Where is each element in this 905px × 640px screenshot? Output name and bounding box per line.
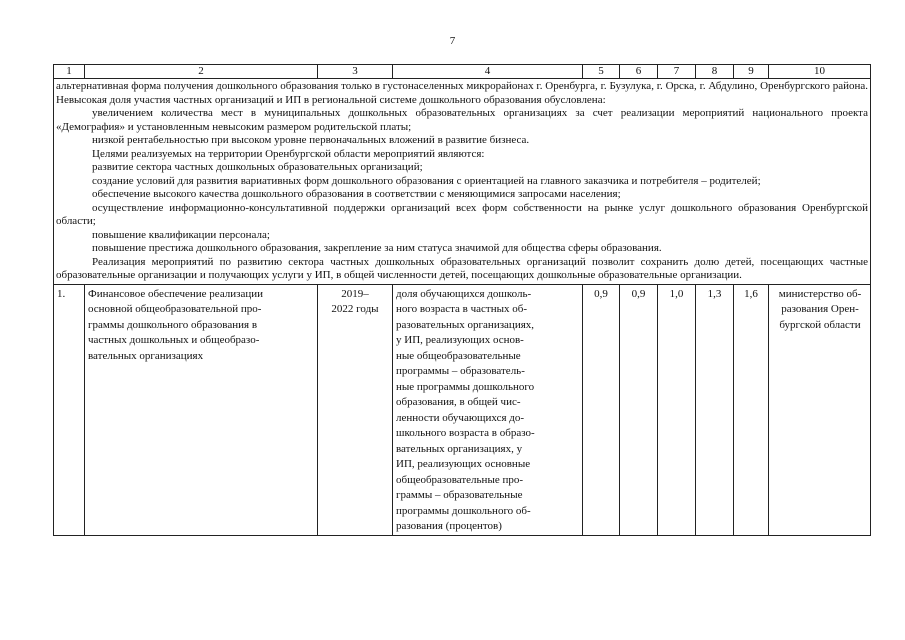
intro-paragraph: обеспечение высокого качества дошкольного образования в соответствии с меняющимися запросами населения; [92, 188, 621, 200]
table-row [54, 284, 871, 535]
col-number-8: 8 [696, 65, 734, 79]
intro-paragraph: создание условий для развития вариативных форм дошкольного образования с ориентацией на главного заказчика и потребителя – родителей; [92, 174, 761, 187]
col-number-10: 10 [769, 65, 871, 79]
col-number-2: 2 [85, 65, 318, 79]
value-col-6: 0,9 [620, 284, 658, 535]
value-col-7: 1,0 [658, 284, 696, 535]
program-table [53, 64, 871, 536]
intro-paragraph: осуществление информационно-консультативной поддержки организаций всех форм собственности на рынке услуг дошкольного образования Оренбургской области; [56, 201, 868, 227]
intro-paragraph: низкой рентабельностью при высоком уровне первоначальных вложений в развитие бизнеса. [92, 134, 530, 146]
col-number-3: 3 [318, 65, 393, 79]
intro-text [54, 79, 871, 285]
intro-paragraph: Реализация мероприятий по развитию сектора частных дошкольных образовательных организаций позволит сохранить долю детей, посещающих частные образовательные организации и получающих услуги у ИП, в общей численности детей, посещающих дошкольные образовательные организации. [56, 255, 868, 281]
value-col-8: 1,3 [696, 284, 734, 535]
col-number-4: 4 [393, 65, 583, 79]
row-number: 1. [54, 284, 85, 535]
responsible-body: министерство об- разования Орен- бургской области [769, 284, 871, 535]
value-col-9: 1,6 [734, 284, 769, 535]
page-number: 7 [449, 35, 456, 47]
intro-paragraph: Целями реализуемых на территории Оренбургской области мероприятий являются: [92, 147, 485, 160]
intro-paragraph: альтернативная форма получения дошкольного образования только в густонаселенных микрорайонах г. Оренбурга, г. Бузулука, г. Орска, г. Абдулино, Оренбургского района. Невысокая доля участия частных организаций и ИП в региональной системе дошкольного образования обусловлена: [56, 80, 868, 106]
col-number-1: 1 [54, 65, 85, 79]
intro-row [54, 79, 871, 285]
value-col-5: 0,9 [583, 284, 620, 535]
col-number-7: 7 [658, 65, 696, 79]
col-number-9: 9 [734, 65, 769, 79]
col-number-6: 6 [620, 65, 658, 79]
indicator-name: доля обучающихся дошколь- ного возраста в частных об- разовательных организациях, у ИП, реализующих основ- ные общеобразовательные программы – образователь- ные программы дошкольного образования, в общей чис- ленности обучающихся до- школьного возраста в образо- вательных организациях, у ИП, реализующих основные общеобразовательные про- граммы – образовательные программы дошкольного об- разования (процентов) [393, 284, 583, 535]
intro-paragraph: повышение престижа дошкольного образования, закрепление за ним статуса значимой для общества сферы образования. [92, 242, 662, 254]
intro-paragraph: развитие сектора частных дошкольных образовательных организаций; [92, 161, 423, 173]
column-numbers-row [54, 65, 871, 79]
intro-paragraph: повышение квалификации персонала; [92, 228, 270, 241]
intro-paragraph: увеличением количества мест в муниципальных дошкольных образовательных организациях за счет реализации мероприятий национального проекта «Демография» и установленным невысоким размером родительской платы; [56, 107, 868, 133]
col-number-5: 5 [583, 65, 620, 79]
activity-name: Финансовое обеспечение реализации основной общеобразовательной про- граммы дошкольного образования в частных дошкольных и общеобразо- вательных организациях [85, 284, 318, 535]
period: 2019– 2022 годы [318, 284, 393, 535]
